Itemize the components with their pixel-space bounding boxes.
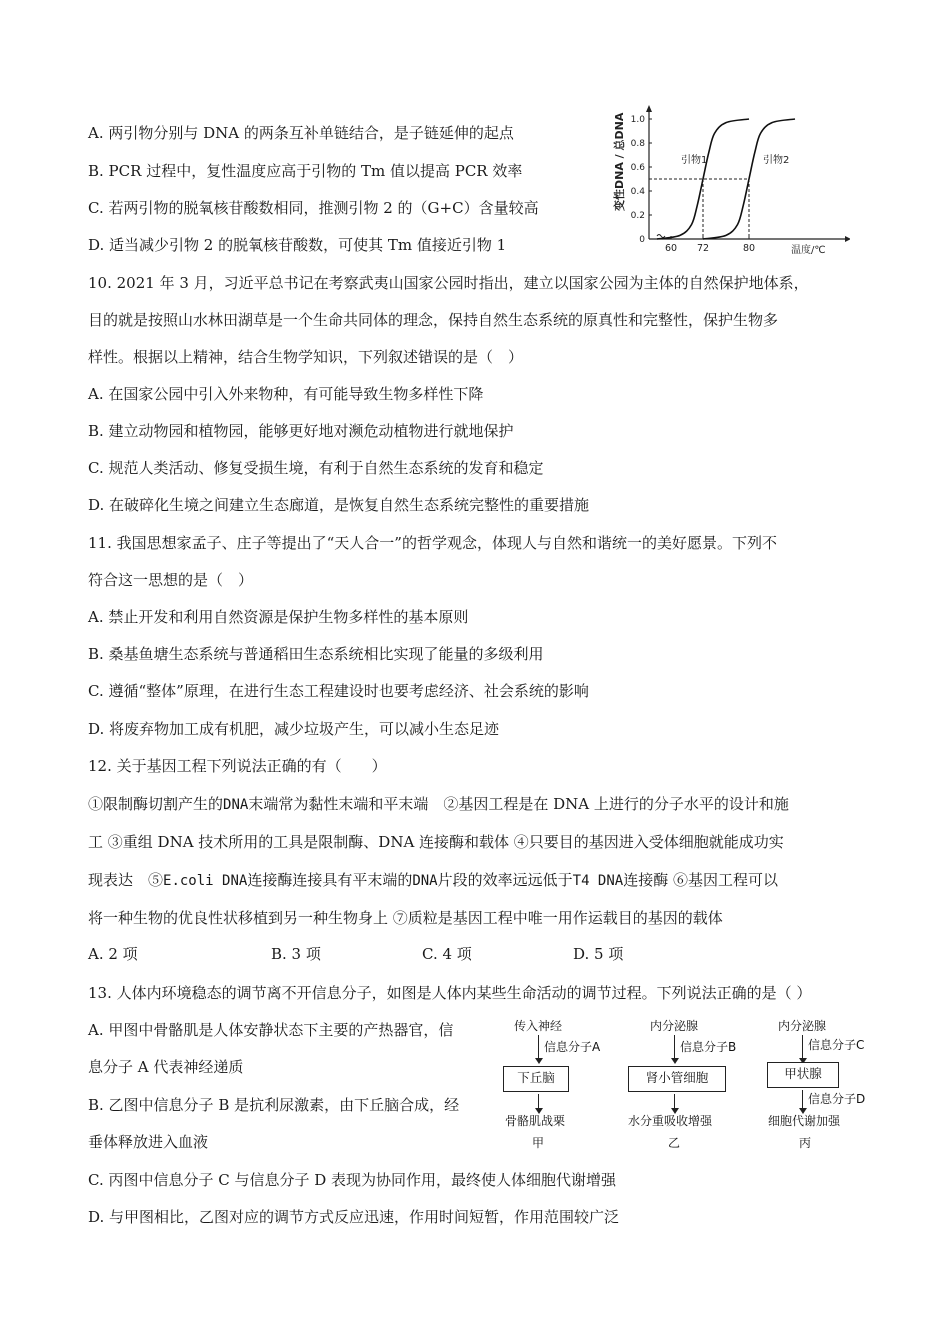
x-axis-label: 温度/℃ — [791, 245, 826, 255]
q11-stem-line1: 11. 我国思想家孟子、庄子等提出了“天人合一”的哲学观念，体现人与自然和谐统一的美好愿景。下列不 — [88, 534, 777, 552]
q12-line1 — [88, 794, 789, 815]
q10-option-d: D. 在破碎化生境之间建立生态廊道，是恢复自然生态系统完整性的重要措施 — [88, 496, 590, 514]
bing-organ-box: 甲状腺 — [767, 1062, 839, 1088]
bing-effect: 细胞代谢加强 — [768, 1114, 841, 1128]
y-tick-label: 0.6 — [630, 163, 645, 173]
q11-option-b: B. 桑基鱼塘生态系统与普通稻田生态系统相比实现了能量的多级利用 — [88, 645, 544, 663]
q12-line3-part1: 现表达 ⑤ — [88, 871, 164, 889]
q13-option-a-line2: 息分子 A 代表神经递质 — [88, 1058, 244, 1076]
q12-line3-part4: 连接酶 ⑥基因工程可以 — [623, 871, 778, 889]
yi-arrow-1 — [674, 1035, 675, 1059]
q12-line4: 将一种生物的优良性状移植到另一种生物身上 ⑦质粒是基因工程中唯一用作运载目的基因的载体 — [88, 909, 723, 927]
denaturation-chart — [605, 103, 850, 255]
bing-signal2: 信息分子D — [808, 1092, 866, 1106]
yi-effect: 水分重吸收增强 — [628, 1114, 713, 1128]
jia-source: 传入神经 — [514, 1019, 563, 1033]
jia-organ-box: 下丘脑 — [503, 1066, 569, 1092]
bing-source: 内分泌腺 — [778, 1019, 827, 1033]
q12-line1-part1: ①限制酶切割产生的 — [88, 795, 224, 813]
chart-axes — [646, 105, 850, 242]
q12-option-a: A. 2 项 — [88, 945, 138, 963]
regulation-diagram — [500, 1014, 885, 1154]
q11-option-c: C. 遵循“整体”原理，在进行生态工程建设时也要考虑经济、社会系统的影响 — [88, 682, 589, 700]
q12-line1-part2: 末端常为黏性末端和平末端 ②基因工程是在 DNA 上进行的分子水平的设计和施 — [248, 795, 789, 813]
y-axis-label: 变性DNA / 总DNA — [613, 112, 626, 211]
x-tick-label: 80 — [742, 243, 756, 254]
jia-signal: 信息分子A — [544, 1040, 601, 1054]
yi-organ-box: 肾小管细胞 — [628, 1066, 726, 1092]
q12-line3-t4: T4 DNA — [572, 873, 624, 889]
yi-label: 乙 — [668, 1136, 681, 1150]
q12-option-b: B. 3 项 — [271, 945, 321, 963]
x-tick-label: 72 — [696, 243, 710, 254]
q12-line1-dna: DNA — [223, 797, 249, 813]
q10-option-b: B. 建立动物园和植物园，能够更好地对濒危动植物进行就地保护 — [88, 422, 514, 440]
q9-option-a: A. 两引物分别与 DNA 的两条互补单链结合，是子链延伸的起点 — [88, 124, 514, 142]
jia-arrow-2 — [538, 1094, 539, 1109]
series-label-primer2: 引物2 — [763, 155, 790, 166]
q13-option-d: D. 与甲图相比，乙图对应的调节方式反应迅速，作用时间短暂，作用范围较广泛 — [88, 1208, 620, 1226]
q10-option-c: C. 规范人类活动、修复受损生境，有利于自然生态系统的发育和稳定 — [88, 459, 544, 477]
q13-option-a-line1: A. 甲图中骨骼肌是人体安静状态下主要的产热器官，信 — [88, 1021, 454, 1039]
q11-stem-line2: 符合这一思想的是（ ） — [88, 571, 254, 589]
bing-label: 丙 — [799, 1136, 812, 1150]
yi-signal: 信息分子B — [680, 1040, 737, 1054]
x-tick-label: 60 — [664, 243, 678, 254]
q11-option-d: D. 将废弃物加工成有机肥，减少垃圾产生，可以减小生态足迹 — [88, 720, 500, 738]
q13-option-c: C. 丙图中信息分子 C 与信息分子 D 表现为协同作用，最终使人体细胞代谢增强 — [88, 1171, 617, 1189]
bing-arrow-1 — [802, 1035, 803, 1059]
q10-stem-line2: 目的就是按照山水林田湖草是一个生命共同体的理念，保持自然生态系统的原真性和完整性，保护生物多 — [88, 311, 779, 329]
q9-option-c: C. 若两引物的脱氧核苷酸数相同，推测引物 2 的（G+C）含量较高 — [88, 199, 539, 217]
bing-signal: 信息分子C — [808, 1038, 865, 1052]
q12-line3-part2: 连接酶连接具有平末端的 — [247, 871, 413, 889]
y-tick-label: 0 — [639, 235, 645, 245]
q12-line3-dna: DNA — [412, 873, 438, 889]
jia-arrow-1 — [538, 1035, 539, 1059]
q11-option-a: A. 禁止开发和利用自然资源是保护生物多样性的基本原则 — [88, 608, 469, 626]
yi-source: 内分泌腺 — [650, 1019, 699, 1033]
q12-line3-ecoli: E.coli DNA — [163, 873, 248, 889]
q9-option-b: B. PCR 过程中，复性温度应高于引物的 Tm 值以提高 PCR 效率 — [88, 162, 523, 180]
q10-stem-line3: 样性。根据以上精神，结合生物学知识，下列叙述错误的是（ ） — [88, 348, 524, 366]
y-tick-label: 0.8 — [630, 139, 645, 149]
y-tick-label: 1.0 — [630, 115, 645, 125]
q13-stem: 13. 人体内环境稳态的调节离不开信息分子，如图是人体内某些生命活动的调节过程。下列说法正确的是（ ） — [88, 984, 812, 1002]
yi-arrow-2 — [674, 1094, 675, 1109]
y-tick-label: 0.4 — [630, 187, 645, 197]
bing-arrow-2 — [802, 1090, 803, 1109]
q12-line3-part3: 片段的效率远远低于 — [437, 871, 573, 889]
jia-effect: 骨骼肌战栗 — [505, 1114, 566, 1128]
series-label-primer1: 引物1 — [681, 155, 708, 166]
q10-option-a: A. 在国家公园中引入外来物种，有可能导致生物多样性下降 — [88, 385, 484, 403]
q12-option-c: C. 4 项 — [422, 945, 472, 963]
jia-label: 甲 — [532, 1136, 545, 1150]
q12-option-d: D. 5 项 — [573, 945, 624, 963]
axis-break-mark — [657, 235, 665, 238]
q12-line2: 工 ③重组 DNA 技术所用的工具是限制酶、DNA 连接酶和载体 ④只要目的基因进入受体细胞就能成功实 — [88, 833, 784, 851]
q13-option-b-line2: 垂体释放进入血液 — [88, 1133, 209, 1151]
q12-stem: 12. 关于基因工程下列说法正确的有（ ） — [88, 757, 387, 775]
q9-option-d: D. 适当减少引物 2 的脱氧核苷酸数，可使其 Tm 值接近引物 1 — [88, 236, 507, 254]
q13-option-b-line1: B. 乙图中信息分子 B 是抗利尿激素，由下丘脑合成，经 — [88, 1096, 460, 1114]
y-tick-label: 0.2 — [630, 211, 645, 221]
q12-line3 — [88, 870, 778, 891]
q10-stem-line1: 10. 2021 年 3 月，习近平总书记在考察武夷山国家公园时指出，建立以国家公园为主体的自然保护地体系， — [88, 274, 809, 292]
